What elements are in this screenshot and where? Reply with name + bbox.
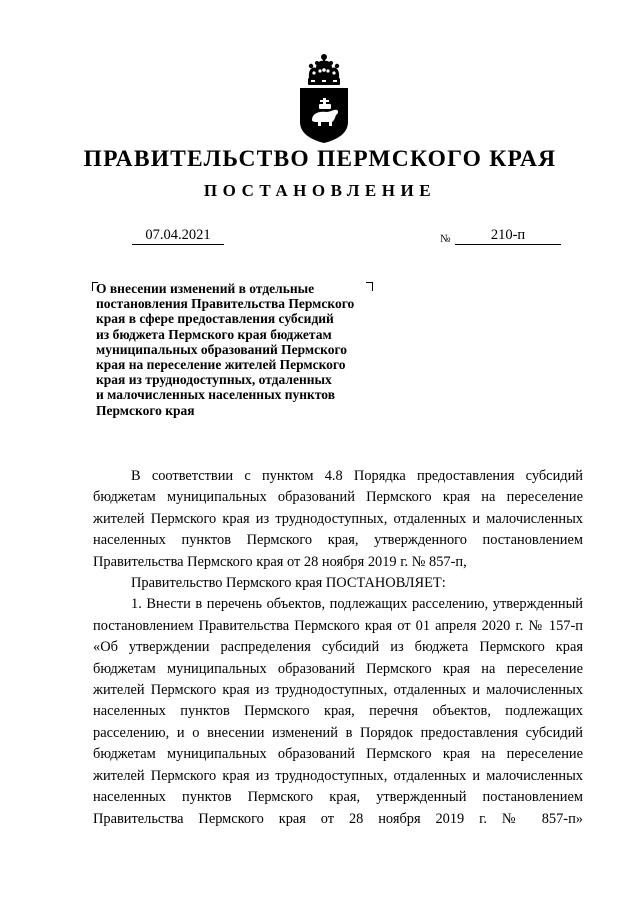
perm-krai-coat-of-arms-icon (294, 52, 354, 144)
document-type: ПОСТАНОВЛЕНИЕ (203, 181, 437, 200)
government-title: ПРАВИТЕЛЬСТВО ПЕРМСКОГО КРАЯ (83, 146, 557, 172)
preamble-paragraph: В соответствии с пунктом 4.8 Порядка предоставления субсидий бюджетам муниципальных образований Пермского края на переселение жителей Пермского края из труднодоступных, отдаленных и малочисленных населенных пунктов Пермского края, утвержденного постановлением Правительства Пермского края от 28 ноября 2019 г. № 857-п, (93, 468, 583, 570)
document-body (93, 466, 583, 830)
document-number: 210-п (455, 226, 561, 245)
document-date: 07.04.2021 (132, 226, 224, 245)
number-sign: № (440, 233, 451, 245)
document-subject: О внесении изменений в отдельные постановления Правительства Пермского края в сфере предоставления субсидий из бюджета Пермского края бюджетам муниципальных образований Пермского края на переселение жителей Пермского края из труднодоступных, отдаленных и малочисленных населенных пунктов Пермского края (96, 281, 355, 418)
resolves-paragraph: Правительство Пермского края ПОСТАНОВЛЯЕТ: (131, 575, 446, 592)
item-1-paragraph: 1. Внести в перечень объектов, подлежащих расселению, утвержденный постановлением Правительства Пермского края от 01 апреля 2020 г. № 157-п «Об утверждении распределения субсидий из бюджета Пермского края бюджетам муниципальных образований Пермского края на переселение жителей Пермского края из труднодоступных, отдаленных и малочисленных населенных пунктов Пермского края, перечня объектов, подлежащих расселению, и о внесении изменений в Порядок предоставления субсидий бюджетам муниципальных образований Пермского края на переселение жителей Пермского края из труднодоступных, отдаленных и малочисленных населенных пунктов Пермского края, утвержденный постановлением Правительства Пермского края от 28 ноября 2019 г. № 857-п» (93, 596, 583, 827)
